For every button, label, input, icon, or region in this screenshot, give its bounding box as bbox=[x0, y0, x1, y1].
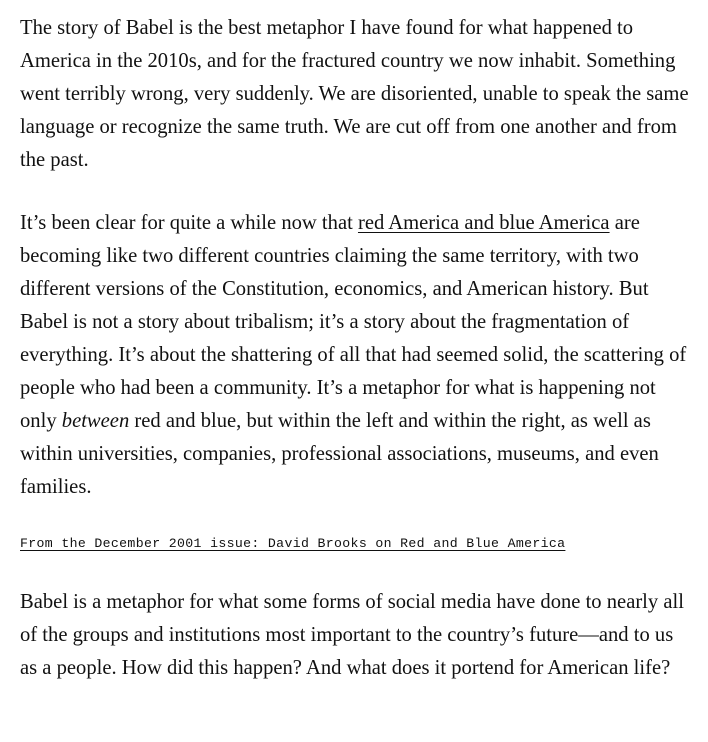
article-paragraph: Babel is a metaphor for what some forms of social media have done to nearly all of the groups and institutions most important to the country’s future—and to us as a people. How did this happen? And what does it portend for American life? bbox=[20, 591, 684, 679]
paragraph-text: red and blue, but within the left and within the right, as well as within universities, companies, professional associations, museums, and even families. bbox=[20, 410, 659, 498]
emphasized-word: between bbox=[61, 410, 130, 432]
article-paragraph bbox=[20, 207, 692, 504]
article-body bbox=[20, 12, 692, 685]
red-blue-america-link[interactable]: red America and blue America bbox=[357, 212, 610, 234]
article-paragraph: The story of Babel is the best metaphor I have found for what happened to America in the 2010s, and for the fractured country we now inhabit. Something went terribly wrong, very suddenly. We are disoriented, unable to speak the same language or recognize the same truth. We are cut off from one another and from the past. bbox=[20, 17, 689, 171]
paragraph-text: It’s been clear for quite a while now that bbox=[20, 212, 358, 234]
related-article-link[interactable]: From the December 2001 issue: David Brooks on Red and Blue America bbox=[20, 536, 566, 551]
paragraph-text: are becoming like two different countries claiming the same territory, with two different versions of the Constitution, economics, and American history. But Babel is not a story about tribalism; it’s a story about the fragmentation of everything. It’s about the shattering of all that had seemed solid, the scattering of people who had been a community. It’s a metaphor for what is happening not only bbox=[20, 212, 687, 432]
